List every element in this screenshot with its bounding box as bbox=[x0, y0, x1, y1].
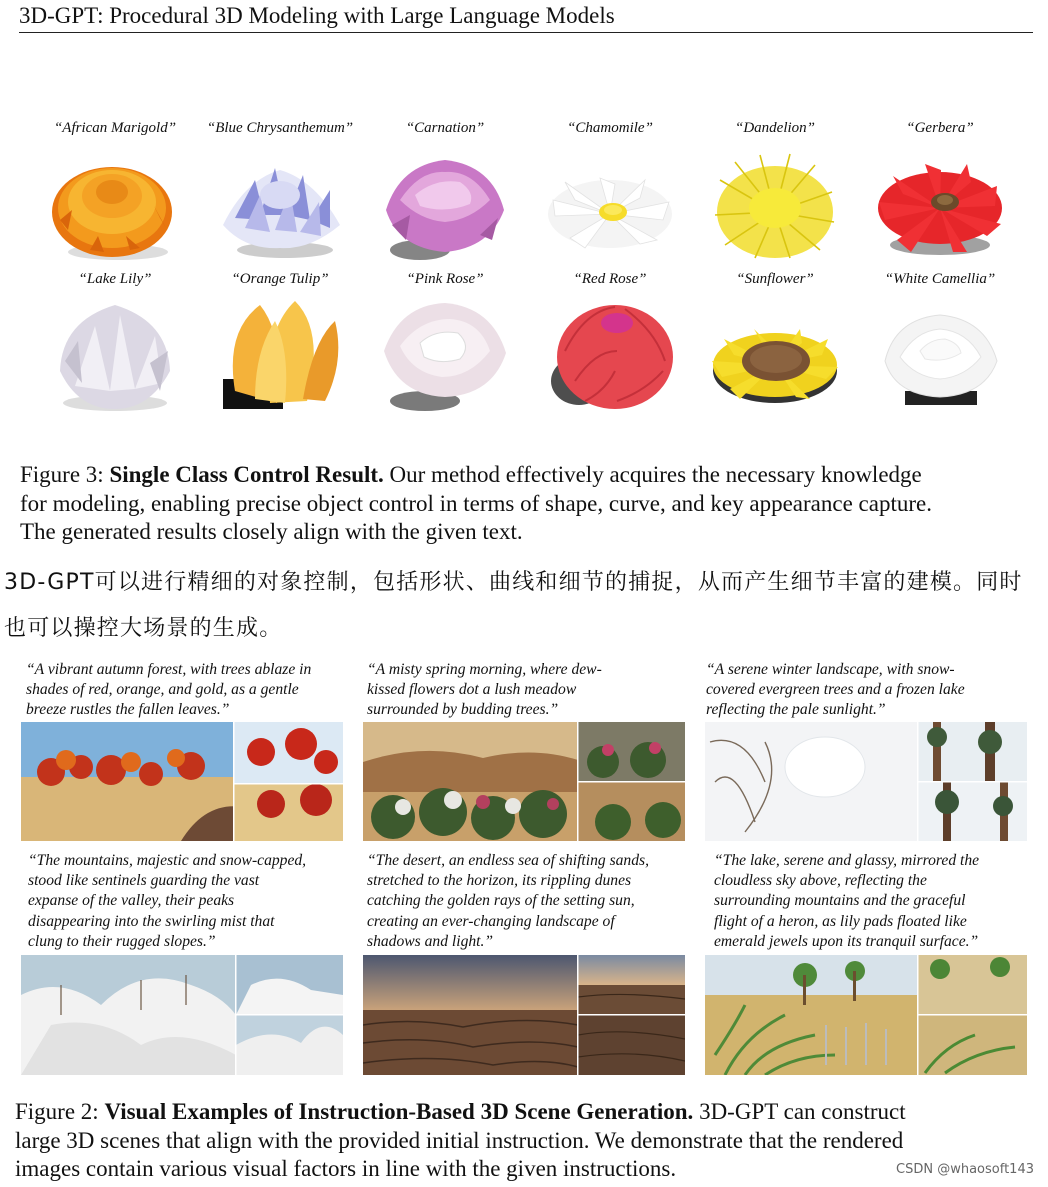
pink-rose-render bbox=[380, 291, 510, 416]
scene-prompt-mountains: “The mountains, majestic and snow-capped, stood like sentinels guarding the vast expanse of the valley, their peaks disappearing into the swirling mist that clung to their rugged slopes.” bbox=[28, 852, 307, 950]
flower-lake-lily bbox=[40, 271, 190, 431]
page-header bbox=[19, 2, 1033, 33]
flower-white-camellia bbox=[865, 271, 1015, 431]
scene-image-mountains bbox=[21, 955, 343, 1075]
red-rose-render bbox=[545, 291, 675, 416]
flower-orange-tulip bbox=[205, 271, 355, 431]
flower-label: “White Camellia” bbox=[884, 271, 996, 287]
figure3-caption bbox=[20, 461, 1040, 547]
scene-image-winter bbox=[705, 722, 1027, 841]
scene-image-desert bbox=[363, 955, 685, 1075]
flower-chamomile bbox=[535, 120, 685, 280]
dandelion-render bbox=[710, 140, 840, 265]
lake-lily-render bbox=[50, 291, 180, 416]
scene-image-lake bbox=[705, 955, 1027, 1075]
scene-prompt-desert: “The desert, an endless sea of shifting sands, stretched to the horizon, its rippling dunes catching the golden rays of the setting sun, creating an ever-changing landscape of shadows and light.” bbox=[367, 852, 649, 950]
flower-carnation bbox=[370, 120, 520, 280]
scene-prompt-autumn: “A vibrant autumn forest, with trees ablaze in shades of red, orange, and gold, as a gentle breeze rustles the fallen leaves.” bbox=[26, 661, 312, 719]
figure3-label: Figure 3: bbox=[20, 462, 104, 487]
flower-label: “Blue Chrysanthemum” bbox=[206, 120, 354, 136]
watermark: CSDN @whaosoft143 bbox=[896, 1162, 1034, 1177]
flower-african-marigold bbox=[40, 120, 190, 280]
flower-red-rose bbox=[535, 271, 685, 431]
paper-title: 3D-GPT: Procedural 3D Modeling with Large Language Models bbox=[19, 3, 615, 28]
flower-label: “Pink Rose” bbox=[406, 271, 484, 287]
flower-label: “Lake Lily” bbox=[78, 271, 152, 287]
figure3-caption-line1: Our method effectively acquires the necessary knowledge bbox=[389, 462, 922, 487]
orange-tulip-render bbox=[215, 291, 345, 416]
flower-sunflower bbox=[700, 271, 850, 431]
flower-gerbera bbox=[865, 120, 1015, 280]
flower-label: “African Marigold” bbox=[53, 120, 177, 136]
figure3-title: Single Class Control Result. bbox=[109, 462, 384, 487]
scene-image-spring bbox=[363, 722, 685, 841]
figure2-caption bbox=[15, 1098, 1035, 1184]
figure2-caption-line2: large 3D scenes that align with the provided initial instruction. We demonstrate that the rendered bbox=[15, 1127, 904, 1153]
figure3-caption-line3: The generated results closely align with the given text. bbox=[20, 519, 523, 544]
blue-chrysanthemum-render bbox=[215, 140, 345, 265]
chamomile-render bbox=[545, 140, 675, 265]
figure2-caption-line1: 3D-GPT can construct bbox=[699, 1099, 906, 1124]
scene-prompt-winter: “A serene winter landscape, with snow- covered evergreen trees and a frozen lake reflecting the pale sunlight.” bbox=[706, 661, 965, 719]
scene-image-autumn bbox=[21, 722, 343, 841]
scene-prompt-spring: “A misty spring morning, where dew- kissed flowers dot a lush meadow surrounded by budding trees.” bbox=[367, 661, 602, 719]
sunflower-render bbox=[710, 291, 840, 416]
flower-label: “Orange Tulip” bbox=[231, 271, 329, 287]
figure2-caption-line3: images contain various visual factors in line with the given instructions. bbox=[15, 1156, 677, 1181]
flower-label: “Gerbera” bbox=[906, 120, 974, 136]
flower-dandelion bbox=[700, 120, 850, 280]
figure3-caption-line2: for modeling, enabling precise object control in terms of shape, curve, and key appearance capture. bbox=[20, 490, 932, 516]
carnation-render bbox=[380, 140, 510, 265]
flower-label: “Dandelion” bbox=[734, 120, 815, 136]
figure2-title: Visual Examples of Instruction-Based 3D Scene Generation. bbox=[104, 1099, 694, 1124]
white-camellia-render bbox=[875, 291, 1005, 416]
gerbera-render bbox=[875, 140, 1005, 265]
african-marigold-render bbox=[50, 140, 180, 265]
flower-label: “Carnation” bbox=[405, 120, 485, 136]
figure2-label: Figure 2: bbox=[15, 1099, 99, 1124]
chinese-paragraph: 3D-GPT可以进行精细的对象控制，包括形状、曲线和细节的捕捉，从而产生细节丰富的建模。同时也可以操控大场景的生成。 bbox=[4, 570, 1023, 641]
flower-label: “Red Rose” bbox=[573, 271, 647, 287]
flower-blue-chrysanthemum bbox=[205, 120, 355, 280]
flower-pink-rose bbox=[370, 271, 520, 431]
flower-label: “Chamomile” bbox=[567, 120, 653, 136]
flower-label: “Sunflower” bbox=[736, 271, 814, 287]
scene-prompt-lake: “The lake, serene and glassy, mirrored the cloudless sky above, reflecting the surrounding mountains and the graceful flight of a heron, as lily pads floated like emerald jewels upon its tranquil surface.” bbox=[714, 852, 980, 950]
